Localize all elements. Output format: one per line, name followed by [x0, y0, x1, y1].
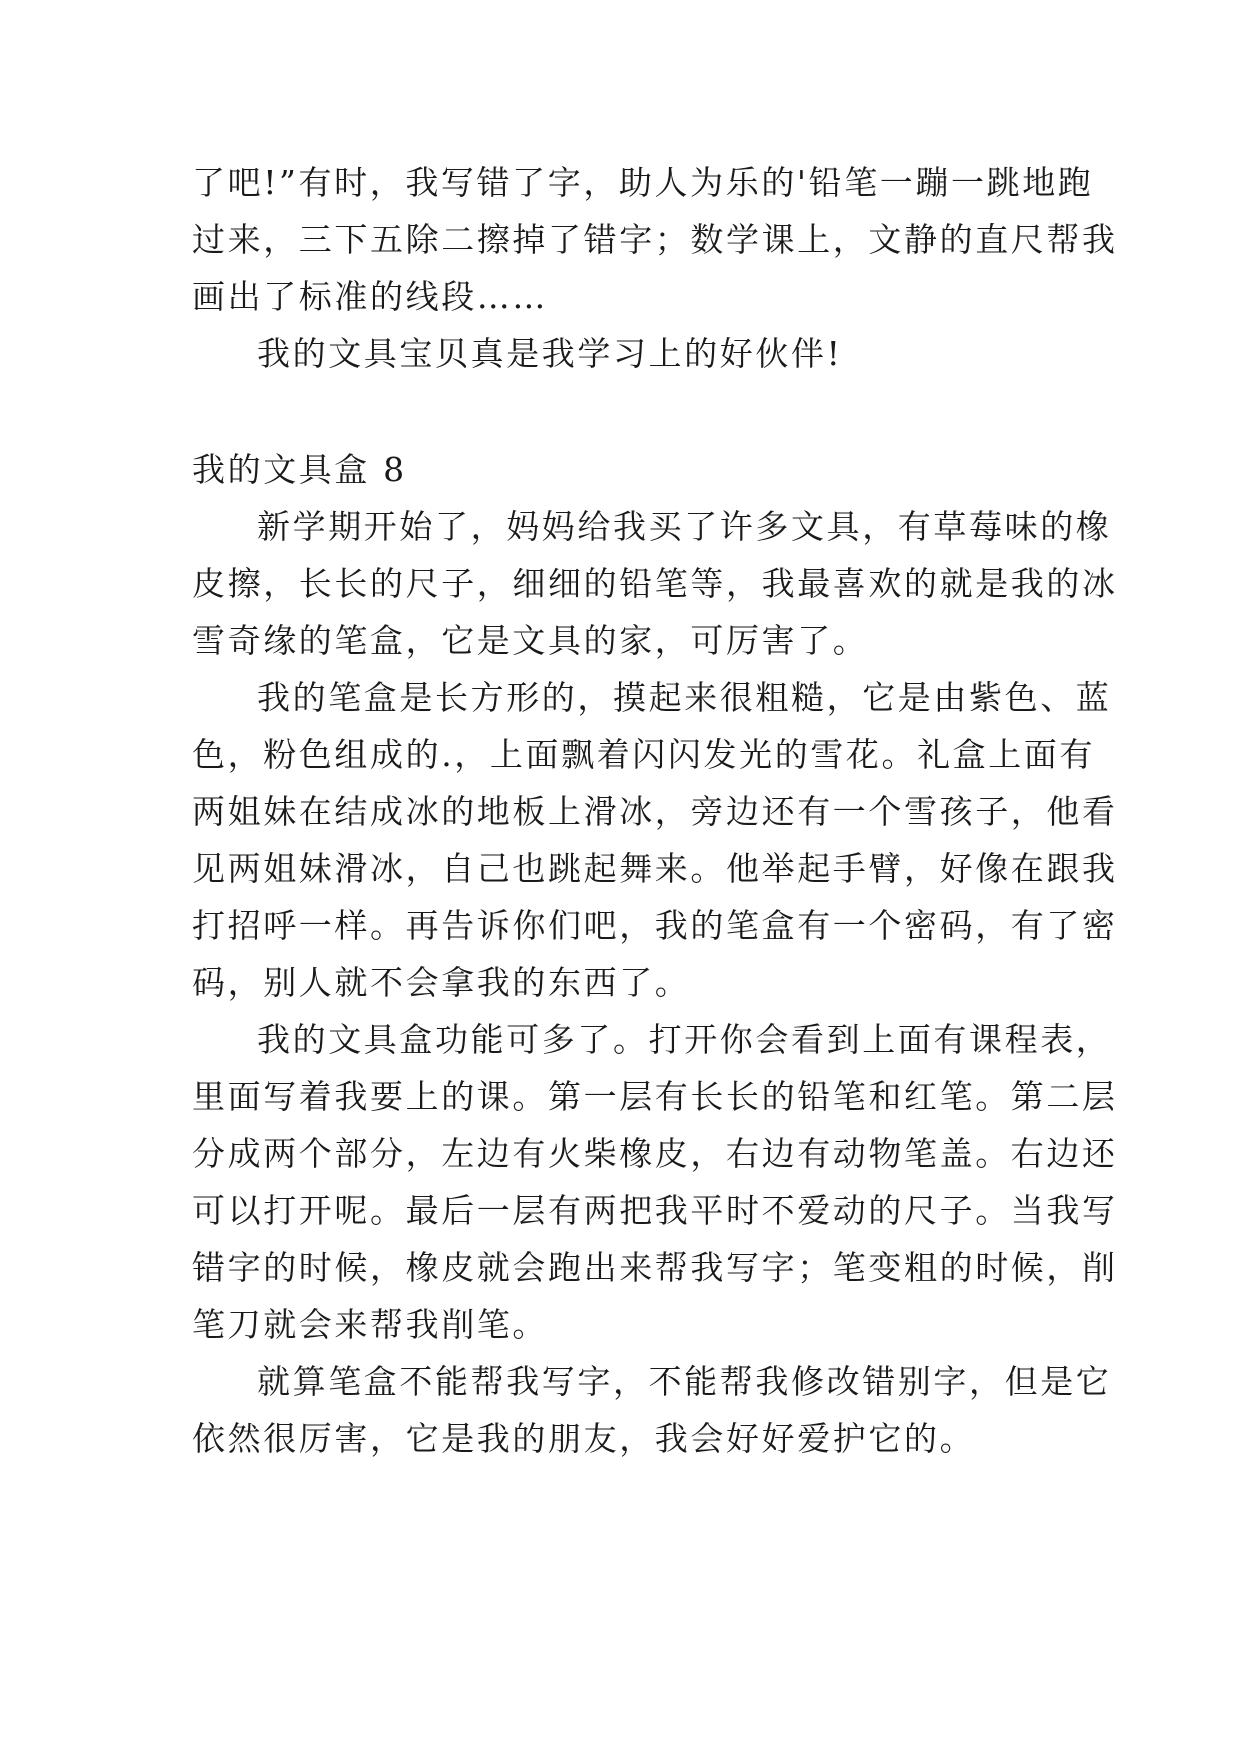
paragraph-line: 两姐妹在结成冰的地板上滑冰，旁边还有一个雪孩子，他看 — [192, 792, 1118, 831]
paragraph-line: 可以打开呢。最后一层有两把我平时不爱动的尺子。当我写 — [192, 1191, 1118, 1230]
paragraph-line: 依然很厉害，它是我的朋友，我会好好爱护它的。 — [192, 1419, 976, 1458]
paragraph-line: 里面写着我要上的课。第一层有长长的铅笔和红笔。第二层 — [192, 1077, 1118, 1116]
paragraph-line: 错字的时候，橡皮就会跑出来帮我写字；笔变粗的时候，削 — [192, 1248, 1118, 1287]
section-title: 我的文具盒 8 — [192, 450, 407, 489]
paragraph-line: 打招呼一样。再告诉你们吧，我的笔盒有一个密码，有了密 — [192, 906, 1118, 945]
text-line: 了吧!”有时，我写错了字，助人为乐的'铅笔一蹦一跳地跑 — [192, 163, 1094, 202]
closing-line: 我的文具宝贝真是我学习上的好伙伴! — [257, 334, 843, 373]
paragraph-line: 笔刀就会来帮我削笔。 — [192, 1305, 548, 1344]
paragraph-line: 我的文具盒功能可多了。打开你会看到上面有课程表， — [257, 1020, 1112, 1059]
paragraph-line: 皮擦，长长的尺子，细细的铅笔等，我最喜欢的就是我的冰 — [192, 564, 1118, 603]
paragraph-line: 雪奇缘的笔盒，它是文具的家，可厉害了。 — [192, 621, 869, 660]
paragraph-line: 码，别人就不会拿我的东西了。 — [192, 963, 691, 1002]
paragraph-line: 就算笔盒不能帮我写字，不能帮我修改错别字，但是它 — [257, 1362, 1112, 1401]
text-line: 过来，三下五除二擦掉了错字；数学课上，文静的直尺帮我 — [192, 220, 1118, 259]
paragraph-line: 新学期开始了，妈妈给我买了许多文具，有草莓味的橡 — [257, 507, 1112, 546]
text-line: 画出了标准的线段…… — [192, 277, 548, 316]
paragraph-line: 分成两个部分，左边有火柴橡皮，右边有动物笔盖。右边还 — [192, 1134, 1118, 1173]
paragraph-line: 色，粉色组成的.，上面飘着闪闪发光的雪花。礼盒上面有 — [192, 735, 1096, 774]
paragraph-line: 我的笔盒是长方形的，摸起来很粗糙，它是由紫色、蓝 — [257, 678, 1112, 717]
paragraph-line: 见两姐妹滑冰，自己也跳起舞来。他举起手臂，好像在跟我 — [192, 849, 1118, 888]
